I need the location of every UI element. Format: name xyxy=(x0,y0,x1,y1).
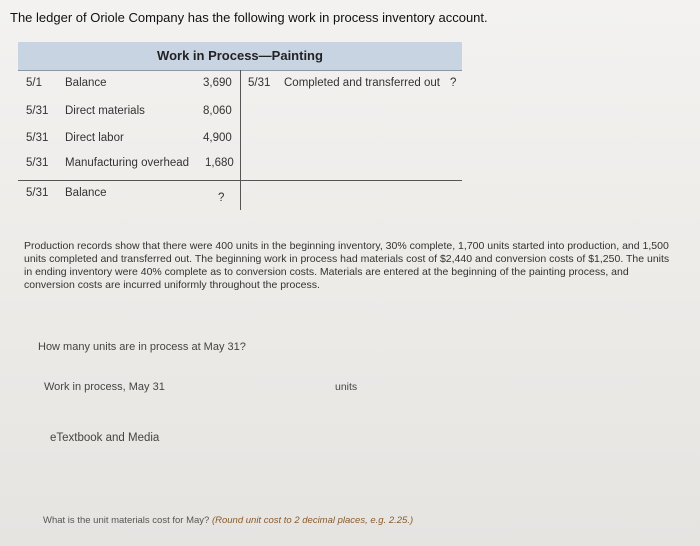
debit-desc: Manufacturing overhead xyxy=(65,157,190,169)
debit-date: 5/1 xyxy=(26,77,42,89)
ending-date: 5/31 xyxy=(26,187,49,199)
credit-date: 5/31 xyxy=(248,77,271,89)
t-account-title: Work in Process—Painting xyxy=(18,42,462,71)
debit-amount: 1,680 xyxy=(205,157,234,169)
credit-desc: Completed and transferred out xyxy=(284,77,440,89)
debit-desc: Balance xyxy=(65,77,107,89)
etextbook-link[interactable]: eTextbook and Media xyxy=(50,432,160,444)
ending-amount: ? xyxy=(218,192,225,204)
debit-date: 5/31 xyxy=(26,132,49,144)
t-account xyxy=(18,42,462,204)
units-label: units xyxy=(335,381,358,393)
question-text: How many units are in process at May 31? xyxy=(38,341,246,353)
problem-description: Production records show that there were 400 units in the beginning inventory, 30% complete, 1,700 units started into production, and 1,500 units completed and transferred out. The beginning work in process had materials cost of $2,440 and conversion costs of $1,250. The units in ending inventory were 40% complete as to conversion costs. Materials are entered at the beginning of the painting process, and conversion costs are incurred uniformly throughout the process. xyxy=(24,240,670,291)
debit-amount: 4,900 xyxy=(203,132,232,144)
debit-amount: 3,690 xyxy=(203,77,232,89)
t-account-rule xyxy=(18,180,462,181)
next-question xyxy=(43,515,413,526)
debit-desc: Direct labor xyxy=(65,132,124,144)
next-question-text: What is the unit materials cost for May? xyxy=(43,515,210,526)
rounding-hint: (Round unit cost to 2 decimal places, e.g. 2.25.) xyxy=(211,515,414,526)
debit-amount: 8,060 xyxy=(203,105,232,117)
intro-text: The ledger of Oriole Company has the following work in process inventory account. xyxy=(10,10,488,25)
debit-date: 5/31 xyxy=(26,157,49,169)
t-account-divider xyxy=(240,70,241,210)
ending-desc: Balance xyxy=(65,187,107,199)
answer-label: Work in process, May 31 xyxy=(44,381,165,393)
debit-desc: Direct materials xyxy=(65,105,145,117)
units-in-process-input[interactable] xyxy=(184,375,328,395)
debit-date: 5/31 xyxy=(26,105,49,117)
credit-amount: ? xyxy=(450,77,457,89)
